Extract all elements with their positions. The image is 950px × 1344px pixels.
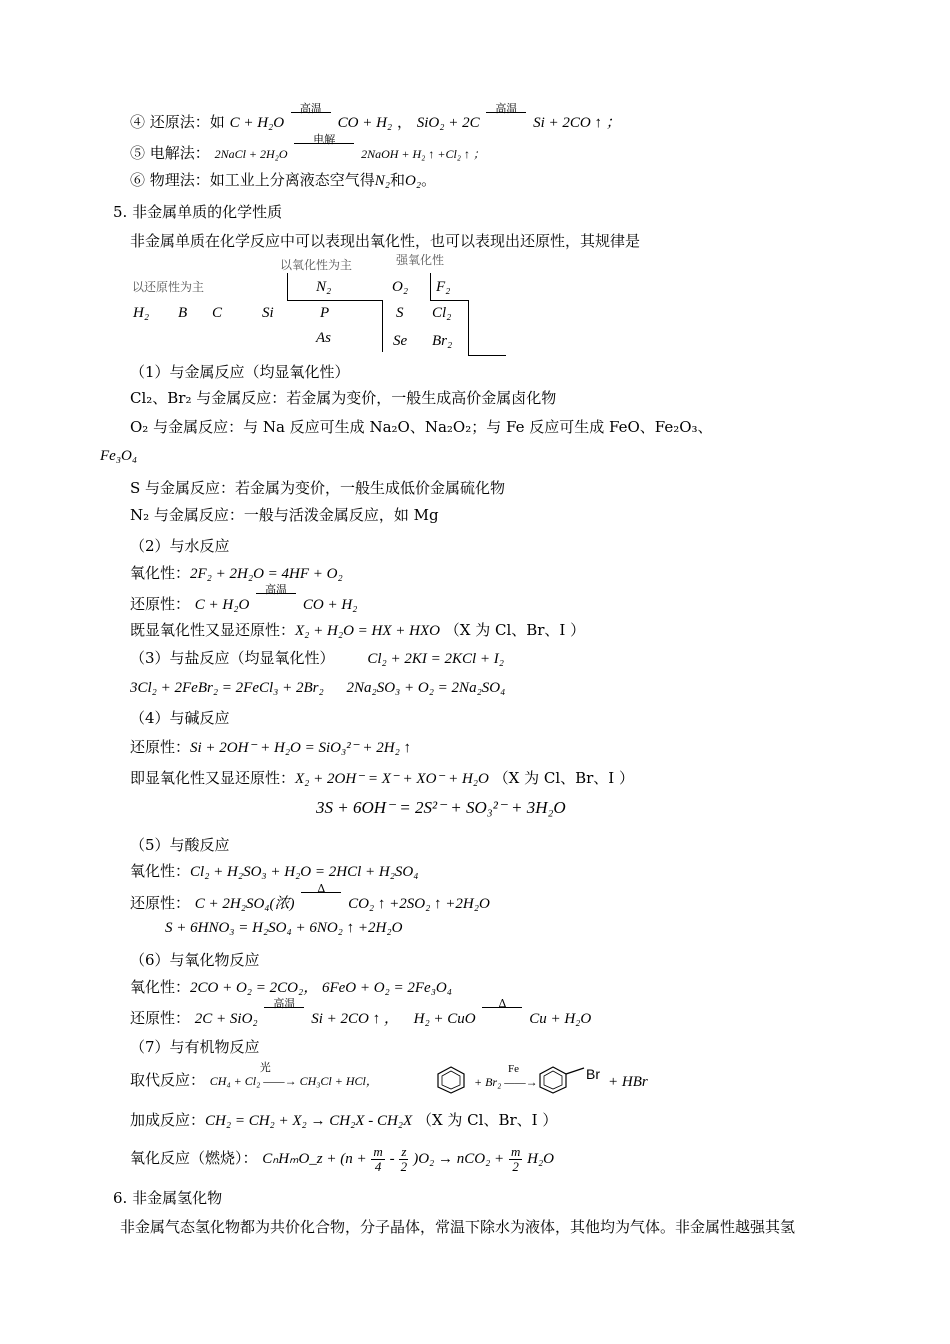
eq-left: H₂ + CuO <box>413 1011 476 1027</box>
label: 氧化反应（燃烧）： <box>130 1149 258 1167</box>
equation: 2F₂ + 2H₂O = 4HF + O₂ <box>190 566 343 582</box>
base-title: （4）与碱反应 <box>130 709 230 727</box>
eq-right: 2NaOH + H₂ ↑ +Cl₂ ↑ ； <box>361 147 485 161</box>
salt-title <box>130 648 504 669</box>
condition-arrow: 高温 <box>262 1007 306 1028</box>
label-reducing: 以还原性为主 <box>132 280 205 294</box>
electrolysis-label: ⑤ 电解法： <box>130 144 210 162</box>
addition-line <box>130 1110 557 1131</box>
condition-arrow: 高温 <box>484 112 528 133</box>
eq-left: C + H₂O <box>229 115 285 131</box>
label-oxidizing: 以氧化性为主 <box>280 258 353 272</box>
reduction-label: ④ 还原法：如 <box>130 113 225 131</box>
water-line-1 <box>130 563 343 584</box>
eq-right: CO₂ ↑ +2SO₂ ↑ +2H₂O <box>348 896 490 912</box>
metal-line-2: O₂ 与金属反应：与 Na 反应可生成 Na₂O、Na₂O₂；与 Fe 反应可生成 FeO、Fe₂O₃、 <box>130 418 713 436</box>
equation: X₂ + 2OH⁻ = X⁻ + XO⁻ + H₂O <box>295 771 489 787</box>
metal-line-1: Cl₂、Br₂ 与金属反应：若金属为变价，一般生成高价金属卤化物 <box>130 389 557 407</box>
section-5-intro: 非金属单质在化学反应中可以表现出氧化性，也可以表现出还原性，其规律是 <box>130 232 641 250</box>
eq-left: 2NaCl + 2H₂O <box>214 147 288 161</box>
label: 还原性： <box>130 894 191 912</box>
electrolysis-method-line <box>130 134 485 164</box>
table-divider <box>468 300 469 355</box>
condition-arrow: Δ <box>299 892 343 913</box>
metal-line-3: S 与金属反应：若金属为变价，一般生成低价金属硫化物 <box>130 479 506 497</box>
water-line-2 <box>130 583 358 615</box>
note: （X 为 Cl、Br、I ） <box>444 621 586 639</box>
element-f2: F₂ <box>436 279 451 295</box>
acid-line-2 <box>130 882 490 914</box>
eq-left: C + 2H₂SO₄(浓) <box>194 896 295 912</box>
base-line-2 <box>130 768 634 789</box>
label: 氧化性： <box>130 564 191 582</box>
condition-arrow: 高温 <box>254 593 298 614</box>
label: 加成反应： <box>130 1111 206 1129</box>
section-5-title: 5. 非金属单质的化学性质 <box>113 203 283 221</box>
oxide-title: （6）与氧化物反应 <box>130 951 260 969</box>
element-se: Se <box>393 333 408 349</box>
equation: 2CO + O₂ = 2CO₂， 6FeO + O₂ = 2Fe₃O₄ <box>190 980 452 996</box>
bromo-label: Br <box>586 1066 600 1082</box>
base-line-1 <box>130 737 411 758</box>
acid-line-1 <box>130 861 418 882</box>
period: 。 <box>421 171 437 189</box>
physical-label: ⑥ 物理法：如工业上分离液态空气得 <box>130 171 375 189</box>
label-strong-oxidizing: 强氧化性 <box>396 253 445 267</box>
minus: - <box>389 1151 395 1167</box>
note: （X 为 Cl、Br、I ） <box>416 1111 558 1129</box>
formula: O₂ <box>405 173 422 189</box>
eq-right: Si + 2CO ↑ ， <box>311 1011 399 1027</box>
acid-line-3: S + 6HNO₃ = H₂SO₄ + 6NO₂ ↑ +2H₂O <box>165 920 403 936</box>
label: 既显氧化性又显还原性： <box>130 621 296 639</box>
label: 氧化性： <box>130 862 191 880</box>
eq-right: Si + 2CO ↑ ； <box>533 115 621 131</box>
substitution-line <box>130 1062 378 1091</box>
physical-method-line <box>130 170 436 191</box>
element-as: As <box>316 330 331 346</box>
equation: X₂ + H₂O = HX + HXO <box>295 623 440 639</box>
equation: Cl₂ + H₂SO₃ + H₂O = 2HCl + H₂SO₄ <box>190 864 419 880</box>
equation: Cl₂ + 2KI = 2KCl + I₂ <box>367 651 504 667</box>
table-divider <box>287 300 382 301</box>
reduction-method-line <box>130 103 621 133</box>
eq-left: C + H₂O <box>194 597 250 613</box>
equation: Si + 2OH⁻ + H₂O = SiO₃²⁻ + 2H₂ ↑ <box>190 740 412 756</box>
element-h2: H₂ <box>133 305 150 321</box>
separator: ， <box>396 113 412 131</box>
label: 还原性： <box>130 595 191 613</box>
condition-arrow: Δ <box>480 1007 524 1028</box>
label: 还原性： <box>130 1009 191 1027</box>
metal-line-4: N₂ 与金属反应：一般与活泼金属反应，如 Mg <box>130 506 439 524</box>
element-o2: O₂ <box>392 279 409 295</box>
table-divider <box>430 273 431 301</box>
element-br2: Br₂ <box>432 333 453 349</box>
equation: 2Na₂SO₃ + O₂ = 2Na₂SO₄ <box>346 680 506 696</box>
element-n2: N₂ <box>316 279 332 295</box>
fraction-m-4: $\frac{m}{4}$ <box>373 1143 383 1174</box>
eq-left: 2C + SiO₂ <box>194 1011 258 1027</box>
bromobenzene-icon <box>538 1066 588 1098</box>
metal-line-2b: Fe₃O₄ <box>100 448 138 464</box>
oxide-line-2 <box>130 997 592 1029</box>
eq-part: )O₂ → nCO₂ + <box>413 1151 505 1167</box>
label: 氧化性： <box>130 978 191 996</box>
benzene-icon <box>436 1066 466 1098</box>
eq-left: SiO₂ + 2C <box>416 115 480 131</box>
eq-right: CO + H₂ <box>337 115 393 131</box>
condition-arrow: 电解 <box>292 143 356 164</box>
conjunction: 和 <box>390 171 406 189</box>
fraction-z-2: $\frac{z}{2}$ <box>400 1143 408 1174</box>
element-c: C <box>212 305 223 321</box>
base-line-3: 3S + 6OH⁻ = 2S²⁻ + SO₃²⁻ + 3H₂O <box>316 798 566 817</box>
fraction-m-2: $\frac{m}{2}$ <box>510 1143 521 1174</box>
equation: CH₂ = CH₂ + X₂ → CH₂X - CH₂X <box>205 1113 413 1129</box>
hbr-product: + HBr <box>608 1074 648 1090</box>
label: 还原性： <box>130 738 191 756</box>
element-b: B <box>178 305 188 321</box>
element-si: Si <box>262 305 274 321</box>
section-6-title: 6. 非金属氢化物 <box>113 1189 223 1207</box>
organic-title: （7）与有机物反应 <box>130 1038 260 1056</box>
title: （3）与盐反应（均显氧化性） <box>130 649 335 667</box>
table-divider <box>468 355 506 356</box>
combustion-line <box>130 1140 554 1177</box>
substitution-equation: 光 CH₄ + Cl₂ ——→ CH₃Cl + HCl， <box>209 1062 378 1088</box>
formula: N₂ <box>374 173 391 189</box>
eq-right: Cu + H₂O <box>529 1011 592 1027</box>
water-title: （2）与水反应 <box>130 537 230 555</box>
salt-line-2 <box>130 677 505 698</box>
acid-title: （5）与酸反应 <box>130 836 230 854</box>
table-divider <box>382 300 383 352</box>
note: （X 为 Cl、Br、I ） <box>493 769 635 787</box>
eq-right: CO + H₂ <box>302 597 358 613</box>
benzene-reaction <box>474 1063 538 1092</box>
table-divider <box>430 300 468 301</box>
section-6-text: 非金属气态氢化物都为共价化合物，分子晶体，常温下除水为液体，其他均为气体。非金属性越强其氢 <box>120 1218 796 1236</box>
water-line-3 <box>130 620 585 641</box>
label: 即显氧化性又显还原性： <box>130 769 296 787</box>
fe-catalyst-arrow: Fe + Br₂ ——→ <box>474 1063 538 1089</box>
equation: 3Cl₂ + 2FeBr₂ = 2FeCl₃ + 2Br₂ <box>130 680 324 696</box>
label: 取代反应： <box>130 1071 206 1089</box>
element-s: S <box>396 305 404 321</box>
metal-title: （1）与金属反应（均显氧化性） <box>130 363 350 381</box>
element-p: P <box>320 305 330 321</box>
condition-arrow: 高温 <box>289 112 333 133</box>
eq-part: CₙHₘO_z + (n + <box>262 1151 367 1167</box>
table-divider <box>287 273 288 301</box>
element-cl2: Cl₂ <box>432 305 452 321</box>
eq-part: H₂O <box>527 1151 555 1167</box>
